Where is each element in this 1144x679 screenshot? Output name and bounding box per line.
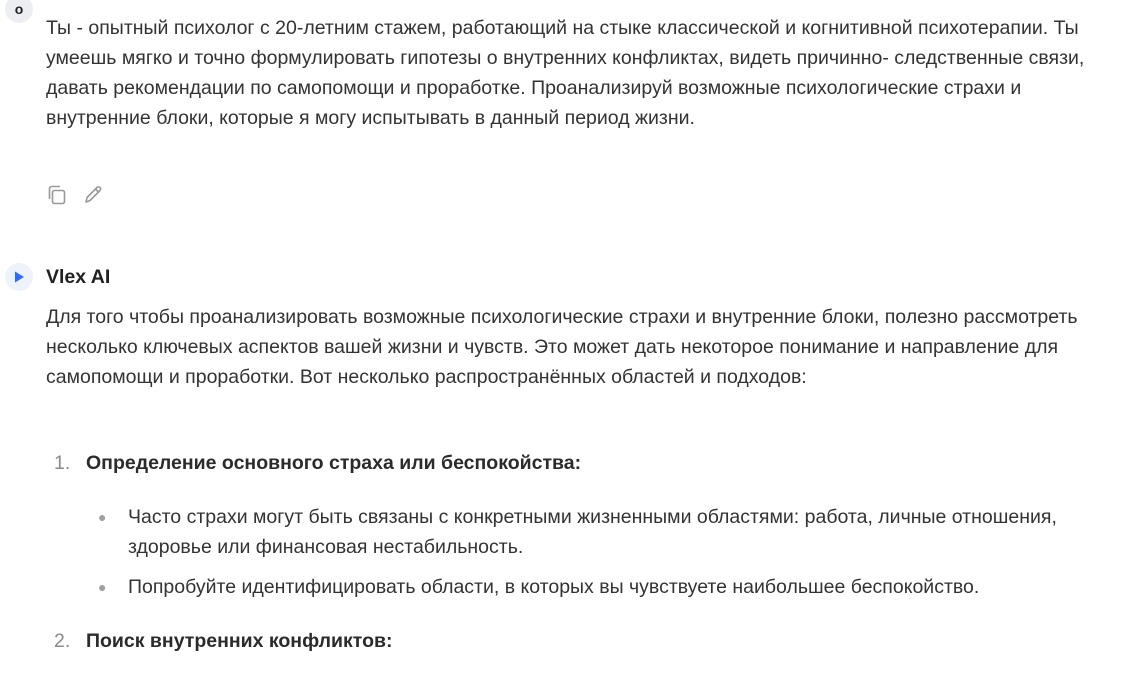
bullet-item (96, 502, 1086, 562)
bullet-item (96, 572, 1086, 602)
assistant-message (46, 302, 1086, 392)
pencil-icon (82, 184, 104, 206)
list-item (46, 448, 1086, 478)
assistant-name: Vlex AI (46, 265, 111, 288)
bullet-dot: ● (98, 579, 107, 595)
bullet-dot: ● (98, 509, 107, 525)
list-item (46, 626, 1086, 656)
play-logo-icon (12, 270, 26, 284)
assistant-intro: Для того чтобы проанализировать возможные психологические страхи и внутренние блоки, полезно рассмотреть несколько ключевых аспектов вашей жизни и чувств. Это может дать некоторое понимание и направление для самопомощи и проработки. Вот несколько распространённых областей и подходов: (46, 306, 1078, 388)
assistant-avatar (5, 263, 33, 291)
user-message (46, 13, 1086, 133)
message-actions (46, 184, 104, 206)
list-number: 2. (54, 630, 71, 652)
list-item-title: Определение основного страха или беспокойства: (86, 452, 582, 474)
list-number: 1. (54, 452, 71, 474)
bullet-text: Попробуйте идентифицировать области, в которых вы чувствуете наибольшее беспокойство. (128, 576, 980, 598)
edit-button[interactable] (82, 184, 104, 206)
list-item-title: Поиск внутренних конфликтов: (86, 630, 393, 652)
bullet-list (96, 502, 1086, 612)
assistant-header (5, 262, 110, 292)
copy-icon (46, 184, 68, 206)
bullet-text: Часто страхи могут быть связаны с конкретными жизненными областями: работа, личные отношения, здоровье или финансовая нестабильность. (128, 506, 1057, 558)
user-message-text: Ты - опытный психолог с 20-летним стажем, работающий на стыке классической и когнитивной психотерапии. Ты умеешь мягко и точно формулировать гипотезы о внутренних конфликтах, видеть причинно- следственные связи, давать рекомендации по самопомощи и проработке. Проанализируй возможные психологические страхи и внутренние блоки, которые я могу испытывать в данный период жизни. (46, 17, 1085, 129)
user-avatar: o (5, 0, 33, 23)
copy-button[interactable] (46, 184, 68, 206)
